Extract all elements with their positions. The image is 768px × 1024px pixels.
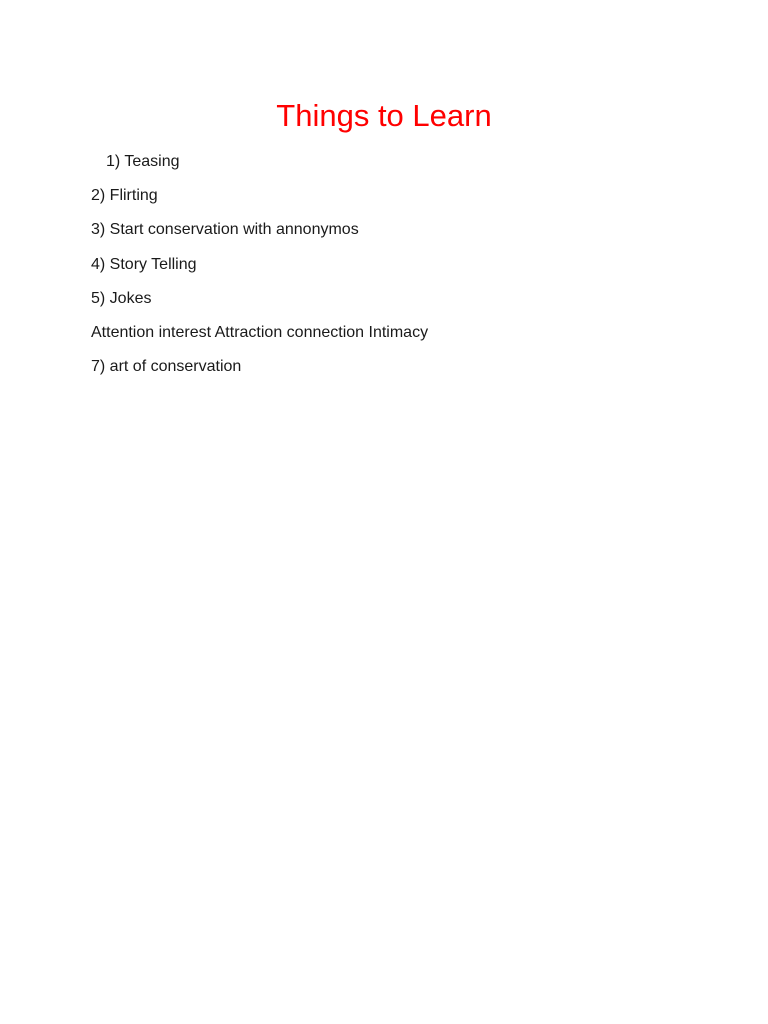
document-line: 2) Flirting — [91, 187, 158, 205]
document-line: 3) Start conservation with annonymos — [91, 221, 359, 239]
document-line: 5) Jokes — [91, 289, 152, 307]
document-line-list — [91, 151, 711, 390]
document-title: Things to Learn — [276, 98, 492, 133]
document-line: 7) art of conservation — [91, 358, 242, 376]
document-line: 1) Teasing — [106, 153, 180, 170]
document-line: 4) Story Telling — [91, 255, 197, 273]
document-line: Attention interest Attraction connection Intimacy — [91, 323, 429, 341]
